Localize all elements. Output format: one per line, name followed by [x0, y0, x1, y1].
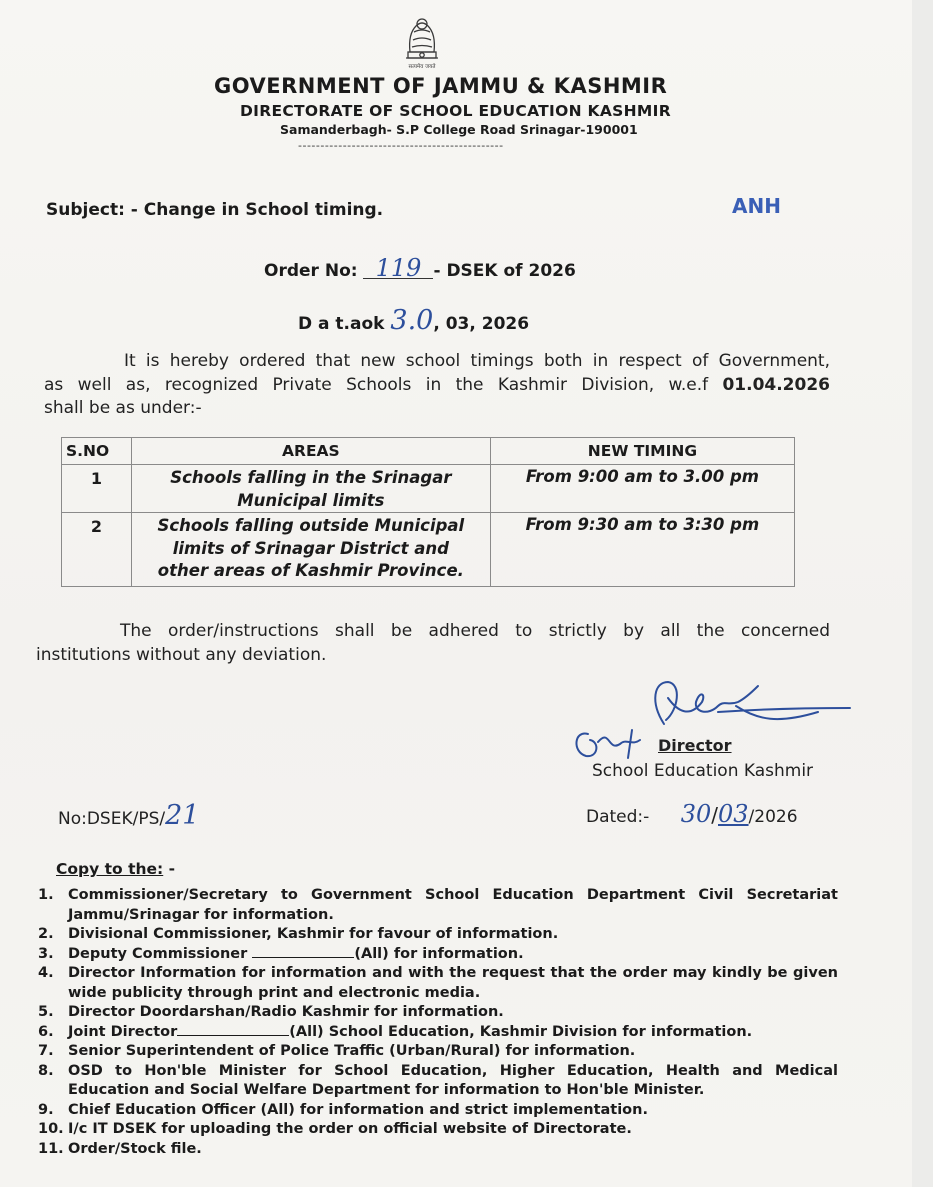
row-area: Schools falling in the Srinagar Municipal limits	[131, 465, 490, 513]
header-sno: S.NO	[62, 438, 132, 465]
page-edge	[912, 0, 933, 1187]
signatory-office: School Education Kashmir	[592, 761, 814, 781]
header-new-timing: NEW TIMING	[490, 438, 794, 465]
signatory-title: Director	[658, 736, 732, 755]
closing-paragraph	[36, 620, 830, 667]
header-rule: ----------------------------------------------	[298, 139, 504, 152]
government-title: GOVERNMENT OF JAMMU & KASHMIR	[214, 74, 668, 98]
list-item: 11. Order/Stock file.	[38, 1140, 202, 1157]
list-item: 4. Director Information for information and with the request that the order may kindly be given wide publicity through print and electronic media.	[38, 965, 838, 1001]
distribution-list	[38, 886, 838, 1159]
state-emblem-icon	[396, 12, 448, 74]
effective-date: 01.04.2026	[722, 374, 830, 395]
dated-month-handwritten: 03	[718, 800, 749, 828]
row-area: Schools falling outside Municipal limits of Srinagar District and other areas of Kashmir Province.	[131, 513, 490, 587]
closing-line-2: institutions without any deviation.	[36, 644, 327, 665]
list-item: 1. Commissioner/Secretary to Government School Education Department Civil Secretariat Jammu/Srinagar for information.	[38, 887, 838, 923]
row-timing: From 9:00 am to 3.00 pm	[490, 465, 794, 513]
list-item: 8. OSD to Hon'ble Minister for School Education, Higher Education, Health and Medical Education and Social Welfare Department for information to Hon'ble Minister.	[38, 1062, 838, 1098]
list-item: 3. Deputy Commissioner (All) for information.	[38, 945, 524, 962]
copy-to-heading: Copy to the: -	[56, 860, 176, 878]
table-row	[62, 465, 795, 513]
intro-paragraph	[44, 350, 830, 421]
table-header-row	[62, 438, 795, 465]
date-day-handwritten: 3.0	[390, 305, 434, 336]
office-address: Samanderbagh- S.P College Road Srinagar-190001	[280, 122, 638, 137]
list-item: 5. Director Doordarshan/Radio Kashmir for information.	[38, 1004, 504, 1020]
row-sno: 1	[62, 465, 132, 513]
subject-line: Subject: - Change in School timing.	[46, 200, 384, 220]
header-areas: AREAS	[131, 438, 490, 465]
intro-line-3: shall be as under:-	[44, 398, 202, 418]
order-number-line	[264, 254, 576, 282]
date-label: D a t.aok	[298, 314, 385, 334]
list-item: 7. Senior Superintendent of Police Traffic (Urban/Rural) for information.	[38, 1043, 636, 1059]
closing-line-1: The order/instructions shall be adhered to strictly by all the concerned	[120, 621, 830, 641]
table-row	[62, 513, 795, 587]
order-date-line	[298, 305, 529, 336]
intro-line-2: as well as, recognized Private Schools in the Kashmir Division, w.e.f 01.04.2026	[44, 374, 830, 395]
directorate-title: DIRECTORATE OF SCHOOL EDUCATION KASHMIR	[240, 102, 671, 120]
list-item: 6. Joint Director (All) School Education, Kashmir Division for information.	[38, 1023, 753, 1040]
order-number-handwritten: 119	[363, 258, 433, 279]
svg-text:सत्यमेव जयते: सत्यमेव जयते	[408, 64, 436, 70]
reference-number: No:DSEK/PS/21	[58, 800, 200, 831]
order-suffix: - DSEK of 2026	[433, 261, 576, 281]
dated-year: /2026	[748, 807, 798, 827]
list-item: 10. I/c IT DSEK for uploading the order on official website of Directorate.	[38, 1121, 632, 1137]
dated-day-handwritten: 30	[680, 800, 712, 828]
reference-number-handwritten: 21	[165, 800, 200, 831]
intro-line-1: It is hereby ordered that new school timings both in respect of Government,	[124, 351, 830, 371]
timing-table	[61, 437, 795, 587]
list-item: 2. Divisional Commissioner, Kashmir for favour of information.	[38, 926, 559, 942]
anh-stamp: ANH	[732, 194, 781, 218]
list-item: 9. Chief Education Officer (All) for information and strict implementation.	[38, 1101, 648, 1118]
row-timing: From 9:30 am to 3:30 pm	[490, 513, 794, 587]
order-label: Order No:	[264, 261, 358, 281]
dated-line: Dated:- 30/03/2026	[586, 800, 798, 828]
row-sno: 2	[62, 513, 132, 587]
date-rest: , 03, 2026	[433, 314, 530, 334]
